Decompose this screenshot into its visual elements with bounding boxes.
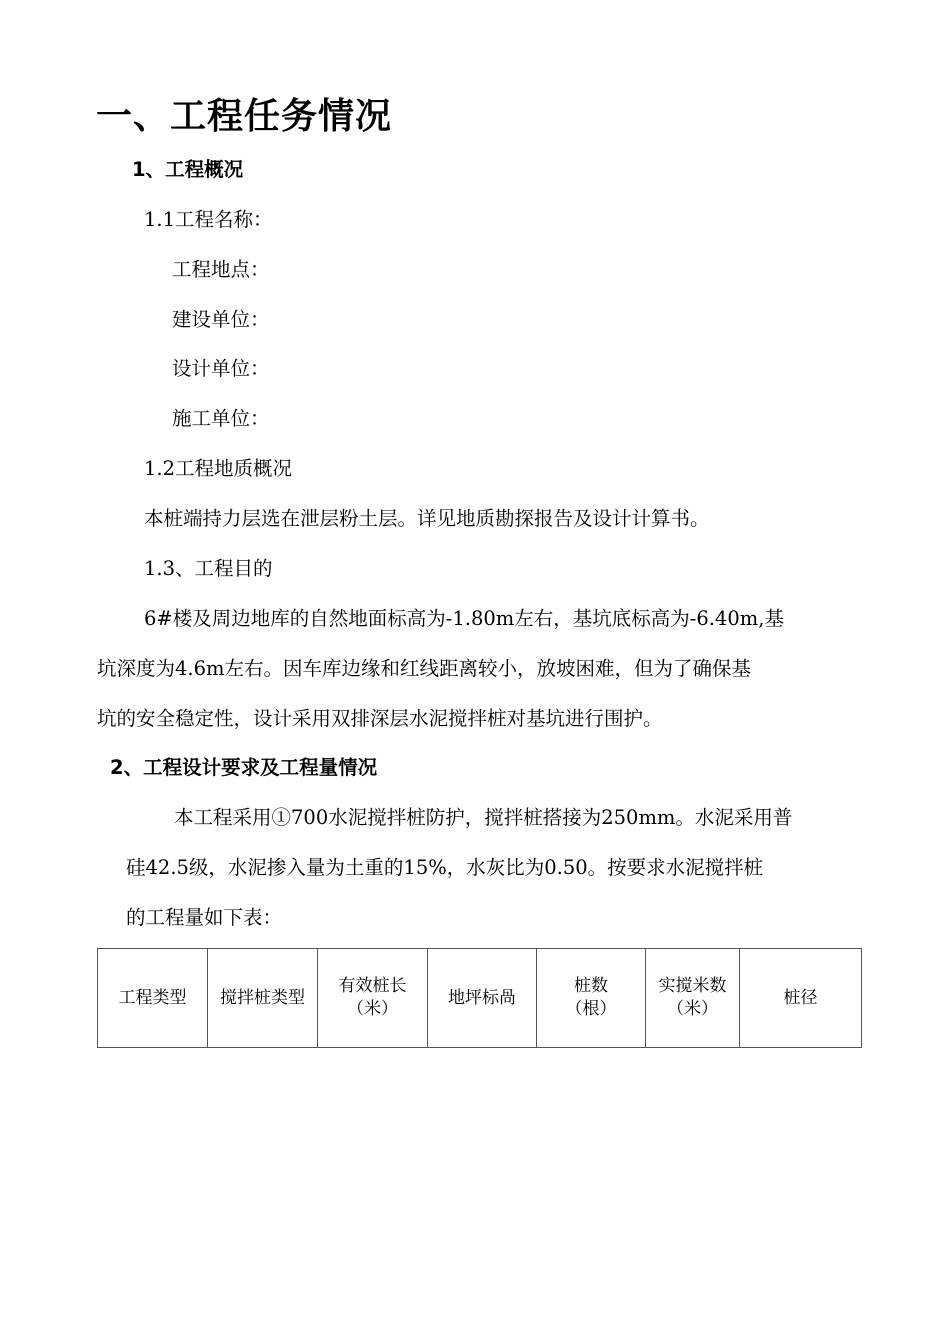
table-header-row xyxy=(98,949,862,1048)
section-2-line: 本工程采用①700水泥搅拌桩防护，搅拌桩搭接为250mm。水泥采用普 xyxy=(174,806,793,829)
header-cell: 桩径 xyxy=(740,949,862,1048)
builder-label: 建设单位： xyxy=(172,308,270,331)
header-cell: 实搅米数 （米） xyxy=(646,949,740,1048)
purpose-subtitle: 1.3、工程目的 xyxy=(144,557,273,580)
section-2-line: 的工程量如下表： xyxy=(126,906,283,929)
purpose-line: 坑深度为4.6m左右。因车库边缘和红线距离较小，放坡困难，但为了确保基 xyxy=(97,657,752,680)
section-2-line: 硅42.5级，水泥掺入量为土重的15%，水灰比为0.50。按要求水泥搅拌桩 xyxy=(126,856,764,879)
purpose-line: 6#楼及周边地库的自然地面标高为-1.80m左右，基坑底标高为-6.40m,基 xyxy=(144,607,784,630)
page-heading: 一、工程任务情况 xyxy=(96,96,393,137)
section-1-title: 1、工程概况 xyxy=(132,158,244,181)
project-name-label: 1.1工程名称： xyxy=(144,208,273,231)
header-cell: 地坪标咼 xyxy=(428,949,537,1048)
constructor-label: 施工单位： xyxy=(172,407,270,430)
purpose-line: 坑的安全稳定性，设计采用双排深层水泥搅拌桩对基坑进行围护。 xyxy=(97,707,663,730)
header-cell: 桩数 （根） xyxy=(537,949,646,1048)
header-cell: 搅拌桩类型 xyxy=(208,949,318,1048)
header-cell: 有效桩长 （米） xyxy=(318,949,428,1048)
designer-label: 设计单位： xyxy=(172,357,270,380)
header-cell: 工程类型 xyxy=(98,949,208,1048)
section-2-title: 2、工程设计要求及工程量情况 xyxy=(110,756,378,779)
geology-subtitle: 1.2工程地质概况 xyxy=(144,457,293,480)
geology-paragraph: 本桩端持力层选在泄层粉土层。详见地质勘探报告及设计计算书。 xyxy=(144,507,710,530)
project-location-label: 工程地点： xyxy=(172,258,270,281)
quantity-table xyxy=(97,948,862,1048)
